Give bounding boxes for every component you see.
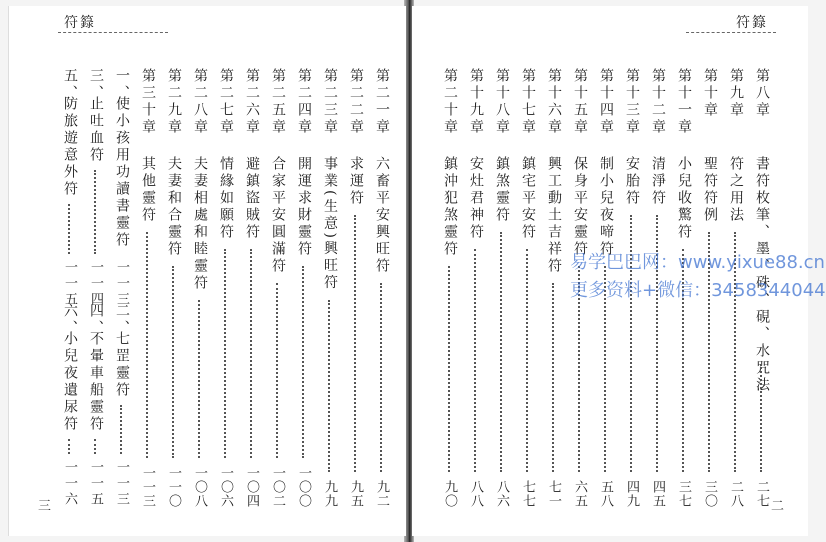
chapter-number: 第十二章 [650,68,666,136]
toc-entry [489,68,514,508]
subitem-title: 止吐血符 [88,96,104,164]
leader-dots [552,283,554,472]
page-number-right: 二 [770,499,784,514]
page-ref: 三〇 [702,480,717,508]
page-ref: 一一〇 [166,466,181,508]
chapter-title: 安灶君神符 [468,156,484,241]
toc-entry [343,68,368,508]
chapter-title: 清淨符 [650,156,666,207]
leader-dots [276,283,278,458]
leader-dots [250,249,252,458]
leader-dots [354,215,356,472]
chapter-number: 第二三章 [322,68,338,136]
leader-dots [94,170,96,254]
leader-dots [146,232,148,458]
toc-entry [437,68,462,508]
chapter-number: 第九章 [728,68,744,119]
subitem-number: 二、 [114,303,130,337]
page-ref: 九二 [374,480,389,508]
chapter-title: 鎮煞靈符 [494,156,510,224]
leader-dots [526,249,528,472]
page-ref: 二八 [728,480,743,508]
subitem-number: 一、 [114,68,130,102]
chapter-title: 制小兒夜啼符 [598,156,614,258]
chapter-title: 小兒收驚符 [676,156,692,241]
chapter-number: 第十七章 [520,68,536,136]
page-ref: 六五 [572,480,587,508]
page-ref: 九五 [348,480,363,508]
leader-dots [198,300,200,458]
chapter-title: 鎮沖犯煞靈符 [442,156,458,258]
leader-dots [328,300,330,472]
toc-entry [515,68,540,508]
leader-dots [302,266,304,458]
toc-list-left [44,68,394,508]
subitem-number: 四、 [88,303,104,337]
chapter-title: 情緣如願符 [218,156,234,241]
page-ref: 一一三 [140,466,155,508]
page-ref: 一〇四 [244,466,259,508]
chapter-title: 事業(生意)興旺符 [322,156,338,292]
toc-subentry [109,68,134,308]
page-ref: 九〇 [442,480,457,508]
subitem-number: 三、 [88,68,104,102]
chapter-title: 夫妻相處和睦靈符 [192,156,208,292]
chapter-number: 第十八章 [494,68,510,136]
chapter-title: 夫妻和合靈符 [166,156,182,258]
chapter-number: 第八章 [754,68,770,119]
page-ref: 一一五 [88,460,103,508]
chapter-title: 聖符符例 [702,156,718,224]
toc-entry [265,68,290,508]
chapter-number: 第二五章 [270,68,286,136]
page-ref: 一〇六 [218,466,233,508]
page-ref: 五八 [598,480,613,508]
toc-entry [83,68,108,508]
leader-dots [448,266,450,472]
chapter-number: 第二一章 [374,68,390,136]
subitem-title: 使小孩用功讀書靈符 [114,96,130,249]
watermark-line-1: 易学巴巴网：www.yixue88.cn [570,252,825,273]
leader-dots [172,266,174,458]
page-number-left: 三 [38,499,52,514]
chapter-title: 保身平安靈符 [572,156,588,258]
page-ref: 四九 [624,480,639,508]
chapter-number: 第二九章 [166,68,182,136]
toc-entry [541,68,566,508]
chapter-title: 書符枚筆、墨、硃、硯、水咒法 [754,156,770,394]
chapter-title: 安胎符 [624,156,640,207]
toc-subentry [83,303,108,508]
chapter-number: 第十三章 [624,68,640,136]
chapter-number: 第十九章 [468,68,484,136]
toc-subentry [109,303,134,508]
leader-dots [224,249,226,458]
page-ref: 一一六 [62,460,77,508]
left-page [8,6,406,536]
page-ref: 九九 [322,480,337,508]
toc-entry [213,68,238,508]
toc-entry [463,68,488,508]
page-ref: 一一三 [114,260,129,308]
leader-dots [474,249,476,472]
page-ref: 二七 [754,480,769,508]
chapter-number: 第二四章 [296,68,312,136]
page-ref: 八八 [468,480,483,508]
page-ref: 一〇二 [270,466,285,508]
page-ref: 一一三 [114,460,129,508]
chapter-title: 求運符 [348,156,364,207]
subitem-number: 五、 [62,68,78,102]
page-ref: 一〇〇 [296,466,311,508]
page-ref: 一〇八 [192,466,207,508]
chapter-title: 合家平安圓滿符 [270,156,286,275]
watermark-line-2: 更多资料+微信：3458344044 [570,280,826,301]
chapter-title: 開運求財靈符 [296,156,312,258]
toc-entry [57,68,82,508]
page-ref: 七七 [520,480,535,508]
page-ref: 七一 [546,480,561,508]
page-ref: 三七 [676,480,691,508]
subitem-number: 六、 [62,303,78,337]
leader-dots [68,439,70,454]
leader-dots [500,232,502,472]
chapter-title: 避鎮盜賊符 [244,156,260,241]
chapter-title: 其他靈符 [140,156,156,224]
chapter-number: 第十五章 [572,68,588,136]
toc-entry [369,68,394,508]
chapter-number: 第二八章 [192,68,208,136]
subitem-title: 小兒夜遺尿符 [62,331,78,433]
toc-entry [187,68,212,508]
page-ref: 八六 [494,480,509,508]
chapter-number: 第三十章 [140,68,156,136]
chapter-number: 第十四章 [598,68,614,136]
running-header-left: 符籙 [64,15,96,31]
subitem-title: 不暈車船靈符 [88,331,104,433]
header-rule-right [686,32,776,33]
leader-dots [94,439,96,454]
chapter-number: 第十六章 [546,68,562,136]
header-rule-left [58,32,168,33]
leader-dots [760,364,762,472]
chapter-number: 第二七章 [218,68,234,136]
toc-entry [161,68,186,508]
page-ref: 四五 [650,480,665,508]
chapter-title: 六畜平安興旺符 [374,156,390,275]
toc-subentry [57,303,82,508]
running-header-right: 符籙 [736,15,768,31]
toc-entry [239,68,264,508]
toc-entry [291,68,316,508]
subitem-title: 防旅遊意外符 [62,96,78,198]
leader-dots [120,405,122,454]
leader-dots [380,283,382,472]
chapter-number: 第二十章 [442,68,458,136]
chapter-number: 第十章 [702,68,718,119]
chapter-number: 第二六章 [244,68,260,136]
subitem-title: 七罡靈符 [114,331,130,399]
chapter-title: 興工動土吉祥符 [546,156,562,275]
page-ref: 一一五 [62,260,77,308]
leader-dots [68,204,70,254]
toc-entry [109,68,134,508]
toc-subentry [57,68,82,308]
page-ref: 一一四 [88,260,103,308]
toc-entry [135,68,160,508]
chapter-title: 符之用法 [728,156,744,224]
toc-entry [317,68,342,508]
chapter-number: 第十一章 [676,68,692,136]
chapter-title: 鎮宅平安符 [520,156,536,241]
chapter-number: 第二二章 [348,68,364,136]
toc-subentry [83,68,108,308]
